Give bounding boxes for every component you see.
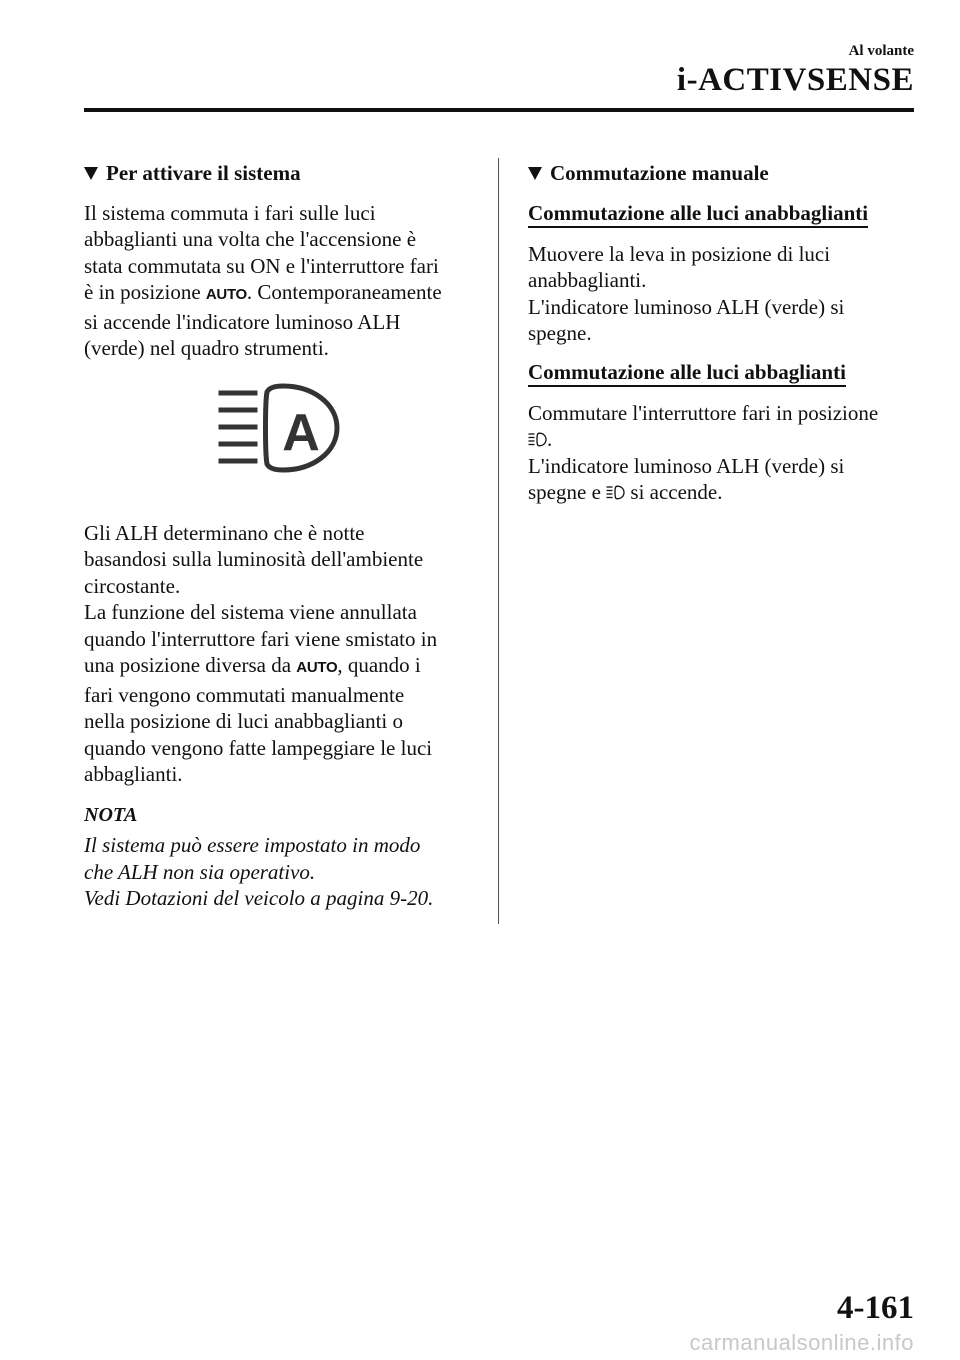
text-line: si accende l'indicatore luminoso ALH	[84, 309, 401, 334]
paragraph-low-beam	[528, 241, 918, 347]
text-line	[84, 279, 474, 309]
svg-text:A: A	[282, 403, 320, 462]
text-line	[528, 479, 918, 506]
text-line: Muovere la leva in posizione di luci	[528, 241, 831, 266]
paragraph-detection	[84, 520, 474, 788]
text-line: circostante.	[84, 573, 181, 598]
text-fragment: una posizione diversa da	[84, 653, 297, 677]
text-line: fari vengono commutati manualmente	[84, 682, 405, 707]
text-line: nella posizione di luci anabbaglianti o	[84, 709, 403, 733]
paragraph-high-beam	[528, 400, 918, 506]
page-number: 4-161	[837, 1290, 914, 1326]
auto-symbol: AUTO	[205, 286, 247, 303]
text-line: spegne.	[528, 321, 592, 345]
figure-alh-indicator	[84, 374, 474, 494]
text-line: (verde) nel quadro strumenti.	[84, 336, 329, 360]
text-line: Commutare l'interruttore fari in posizione	[528, 400, 879, 425]
high-beam-icon	[528, 432, 547, 447]
header-rule	[84, 108, 914, 112]
high-beam-icon	[606, 485, 625, 500]
text-line: La funzione del sistema viene annullata	[84, 600, 417, 624]
section-heading-manual	[528, 160, 918, 187]
text-line: stata commutata su ON e l'interruttore fari	[84, 253, 439, 278]
note-text	[84, 832, 474, 912]
text-line: Gli ALH determinano che è notte	[84, 520, 365, 545]
text-line: quando vengono fatte lampeggiare le luci	[84, 735, 433, 760]
subheading-low-beam: Commutazione alle luci anabbaglianti	[528, 201, 868, 228]
text-line: basandosi sulla luminosità dell'ambiente	[84, 547, 424, 571]
subsection-high-beam	[528, 359, 918, 506]
note-block	[84, 802, 474, 912]
text-fragment: si accende.	[625, 480, 723, 504]
text-line: che ALH non sia operativo.	[84, 859, 316, 884]
left-column	[84, 160, 474, 912]
page-header-chapter: i-ACTIVSENSE	[676, 62, 914, 98]
text-fragment: spegne e	[528, 480, 607, 504]
paragraph-activation	[84, 200, 474, 362]
auto-symbol: AUTO	[296, 659, 338, 676]
text-line	[528, 426, 918, 453]
subsection-low-beam	[528, 200, 918, 347]
triangle-bullet-icon	[84, 167, 98, 180]
text-line: abbaglianti.	[84, 762, 183, 786]
triangle-bullet-icon	[528, 167, 542, 180]
text-line: quando l'interruttore fari viene smistato in	[84, 626, 438, 651]
right-column	[528, 160, 918, 518]
heading-text: Commutazione manuale	[550, 161, 769, 185]
heading-text: Per attivare il sistema	[106, 161, 301, 185]
watermark: carmanualsonline.info	[689, 1330, 914, 1355]
text-line: abbaglianti una volta che l'accensione è	[84, 227, 417, 251]
text-fragment: . Contemporaneamente	[246, 280, 442, 304]
text-line: Il sistema commuta i fari sulle luci	[84, 200, 376, 225]
text-fragment: , quando i	[337, 653, 421, 677]
section-heading-activate	[84, 160, 474, 187]
text-line: L'indicatore luminoso ALH (verde) si	[528, 294, 845, 319]
column-divider	[498, 158, 499, 924]
text-line	[84, 652, 474, 682]
text-line: Vedi Dotazioni del veicolo a pagina 9-20.	[84, 886, 434, 910]
page-header-section: Al volante	[848, 43, 914, 59]
text-fragment: è in posizione	[84, 280, 206, 304]
auto-high-beam-indicator-icon	[217, 382, 341, 476]
text-fragment: .	[547, 427, 553, 451]
text-line: L'indicatore luminoso ALH (verde) si	[528, 453, 845, 478]
note-label: NOTA	[84, 803, 138, 826]
text-line: anabbaglianti.	[528, 268, 647, 292]
subheading-high-beam: Commutazione alle luci abbaglianti	[528, 360, 846, 387]
text-line: Il sistema può essere impostato in modo	[84, 833, 421, 857]
